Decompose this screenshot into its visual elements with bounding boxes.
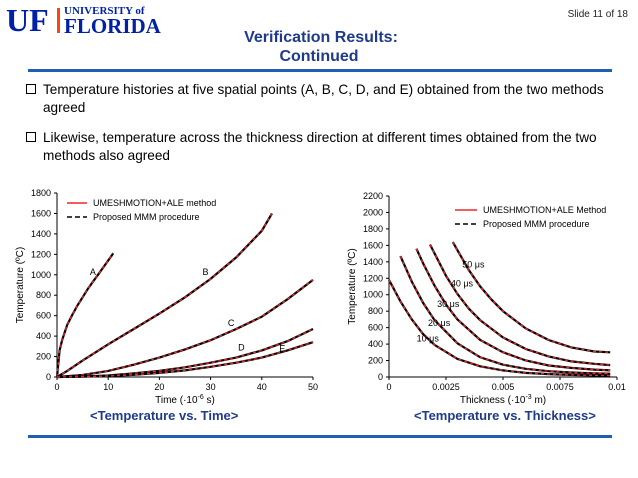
checkbox-bullet-icon — [26, 84, 36, 94]
x-tick-label: 30 — [205, 382, 216, 392]
series-line-umeshmotion — [57, 213, 272, 377]
series-annotation: 10 μs — [416, 333, 439, 344]
x-tick-label: 10 — [103, 382, 114, 392]
y-tick-label: 1000 — [30, 269, 51, 280]
temperature-vs-thickness-chart — [330, 182, 638, 408]
y-tick-label: 1600 — [30, 208, 51, 219]
y-axis-label: Temperature (ºC) — [15, 246, 26, 324]
legend-label-mmm: Proposed MMM procedure — [483, 219, 590, 229]
caption-temperature-vs-time: <Temperature vs. Time> — [90, 408, 239, 423]
series-line-mmm — [57, 342, 313, 377]
y-tick-label: 1200 — [30, 249, 51, 260]
series-annotation: A — [89, 266, 96, 277]
x-tick-label: 50 — [307, 382, 319, 392]
y-tick-label: 1400 — [30, 228, 51, 239]
x-tick-label: 40 — [256, 382, 267, 392]
y-tick-label: 1000 — [362, 289, 383, 300]
x-tick-label: 0 — [386, 382, 392, 392]
y-tick-label: 0 — [377, 372, 383, 382]
y-tick-label: 600 — [35, 310, 51, 321]
series-annotation: B — [202, 266, 209, 277]
series-annotation: 40 μs — [450, 278, 474, 289]
checkbox-bullet-icon — [26, 132, 36, 142]
series-annotation: E — [279, 343, 286, 354]
series-annotation: 50 μs — [462, 259, 485, 270]
series-annotation: D — [238, 342, 245, 353]
legend-label-umeshmotion: UMESHMOTION+ALE Method — [483, 205, 607, 215]
y-tick-label: 400 — [35, 331, 51, 342]
series-line-umeshmotion — [57, 342, 313, 377]
caption-temperature-vs-thickness: <Temperature vs. Thickness> — [414, 408, 596, 423]
temperature-vs-time-chart — [0, 182, 320, 408]
y-tick-label: 2200 — [362, 191, 383, 201]
bullet-text: Likewise, temperature across the thickness direction at different times obtained from the two methods also agreed — [43, 130, 597, 163]
series-line-umeshmotion — [400, 256, 610, 374]
series-annotation: 20 μs — [428, 317, 451, 328]
y-tick-label: 200 — [35, 351, 51, 362]
slide-title-line2: Continued — [279, 48, 359, 65]
series-line-mmm — [57, 280, 313, 377]
y-tick-label: 1200 — [362, 273, 383, 284]
bullet-text: Temperature histories at five spatial points (A, B, C, D, and E) obtained from the two methods agreed — [43, 82, 604, 115]
y-tick-label: 2000 — [362, 207, 383, 218]
series-line-mmm — [57, 213, 272, 377]
y-tick-label: 200 — [367, 355, 383, 366]
bullet-item — [26, 129, 616, 165]
logo-uf: UF — [6, 2, 49, 36]
legend-label-umeshmotion: UMESHMOTION+ALE method — [93, 198, 217, 208]
y-tick-label: 1800 — [362, 223, 383, 234]
title-divider — [28, 69, 612, 72]
y-tick-label: 1600 — [362, 240, 383, 251]
y-tick-label: 1800 — [30, 188, 51, 198]
x-tick-label: 0.0025 — [432, 382, 460, 392]
y-axis-label: Temperature (ºC) — [347, 248, 358, 325]
x-tick-label: 0.0075 — [546, 382, 574, 392]
y-tick-label: 1400 — [362, 256, 383, 267]
x-tick-label: 0.005 — [491, 382, 515, 392]
series-annotation: 30 μs — [437, 299, 460, 310]
logo-florida: FLORIDA — [64, 14, 161, 36]
y-tick-label: 800 — [367, 306, 383, 317]
x-tick-label: 20 — [154, 382, 165, 392]
y-tick-label: 400 — [367, 339, 383, 350]
logo-university: UNIVERSITY of — [64, 5, 145, 17]
footer-divider — [28, 435, 612, 438]
x-axis-label: Time ($\cdot 10^{-6}$ s) — [155, 394, 215, 406]
y-tick-label: 0 — [45, 372, 51, 382]
bullet-item — [26, 81, 616, 117]
legend-label-mmm: Proposed MMM procedure — [93, 212, 200, 222]
y-tick-label: 800 — [35, 290, 51, 301]
x-tick-label: 0 — [54, 382, 60, 392]
x-tick-label: 0.01 — [608, 382, 626, 392]
slide-number: Slide 11 of 18 — [567, 9, 628, 20]
series-line-umeshmotion — [57, 280, 313, 377]
y-tick-label: 600 — [367, 322, 383, 333]
series-annotation: C — [227, 317, 235, 328]
x-axis-label: Thickness ($\cdot 10^{-3}$ m) — [459, 394, 547, 406]
slide-title-line1: Verification Results: — [244, 29, 398, 46]
